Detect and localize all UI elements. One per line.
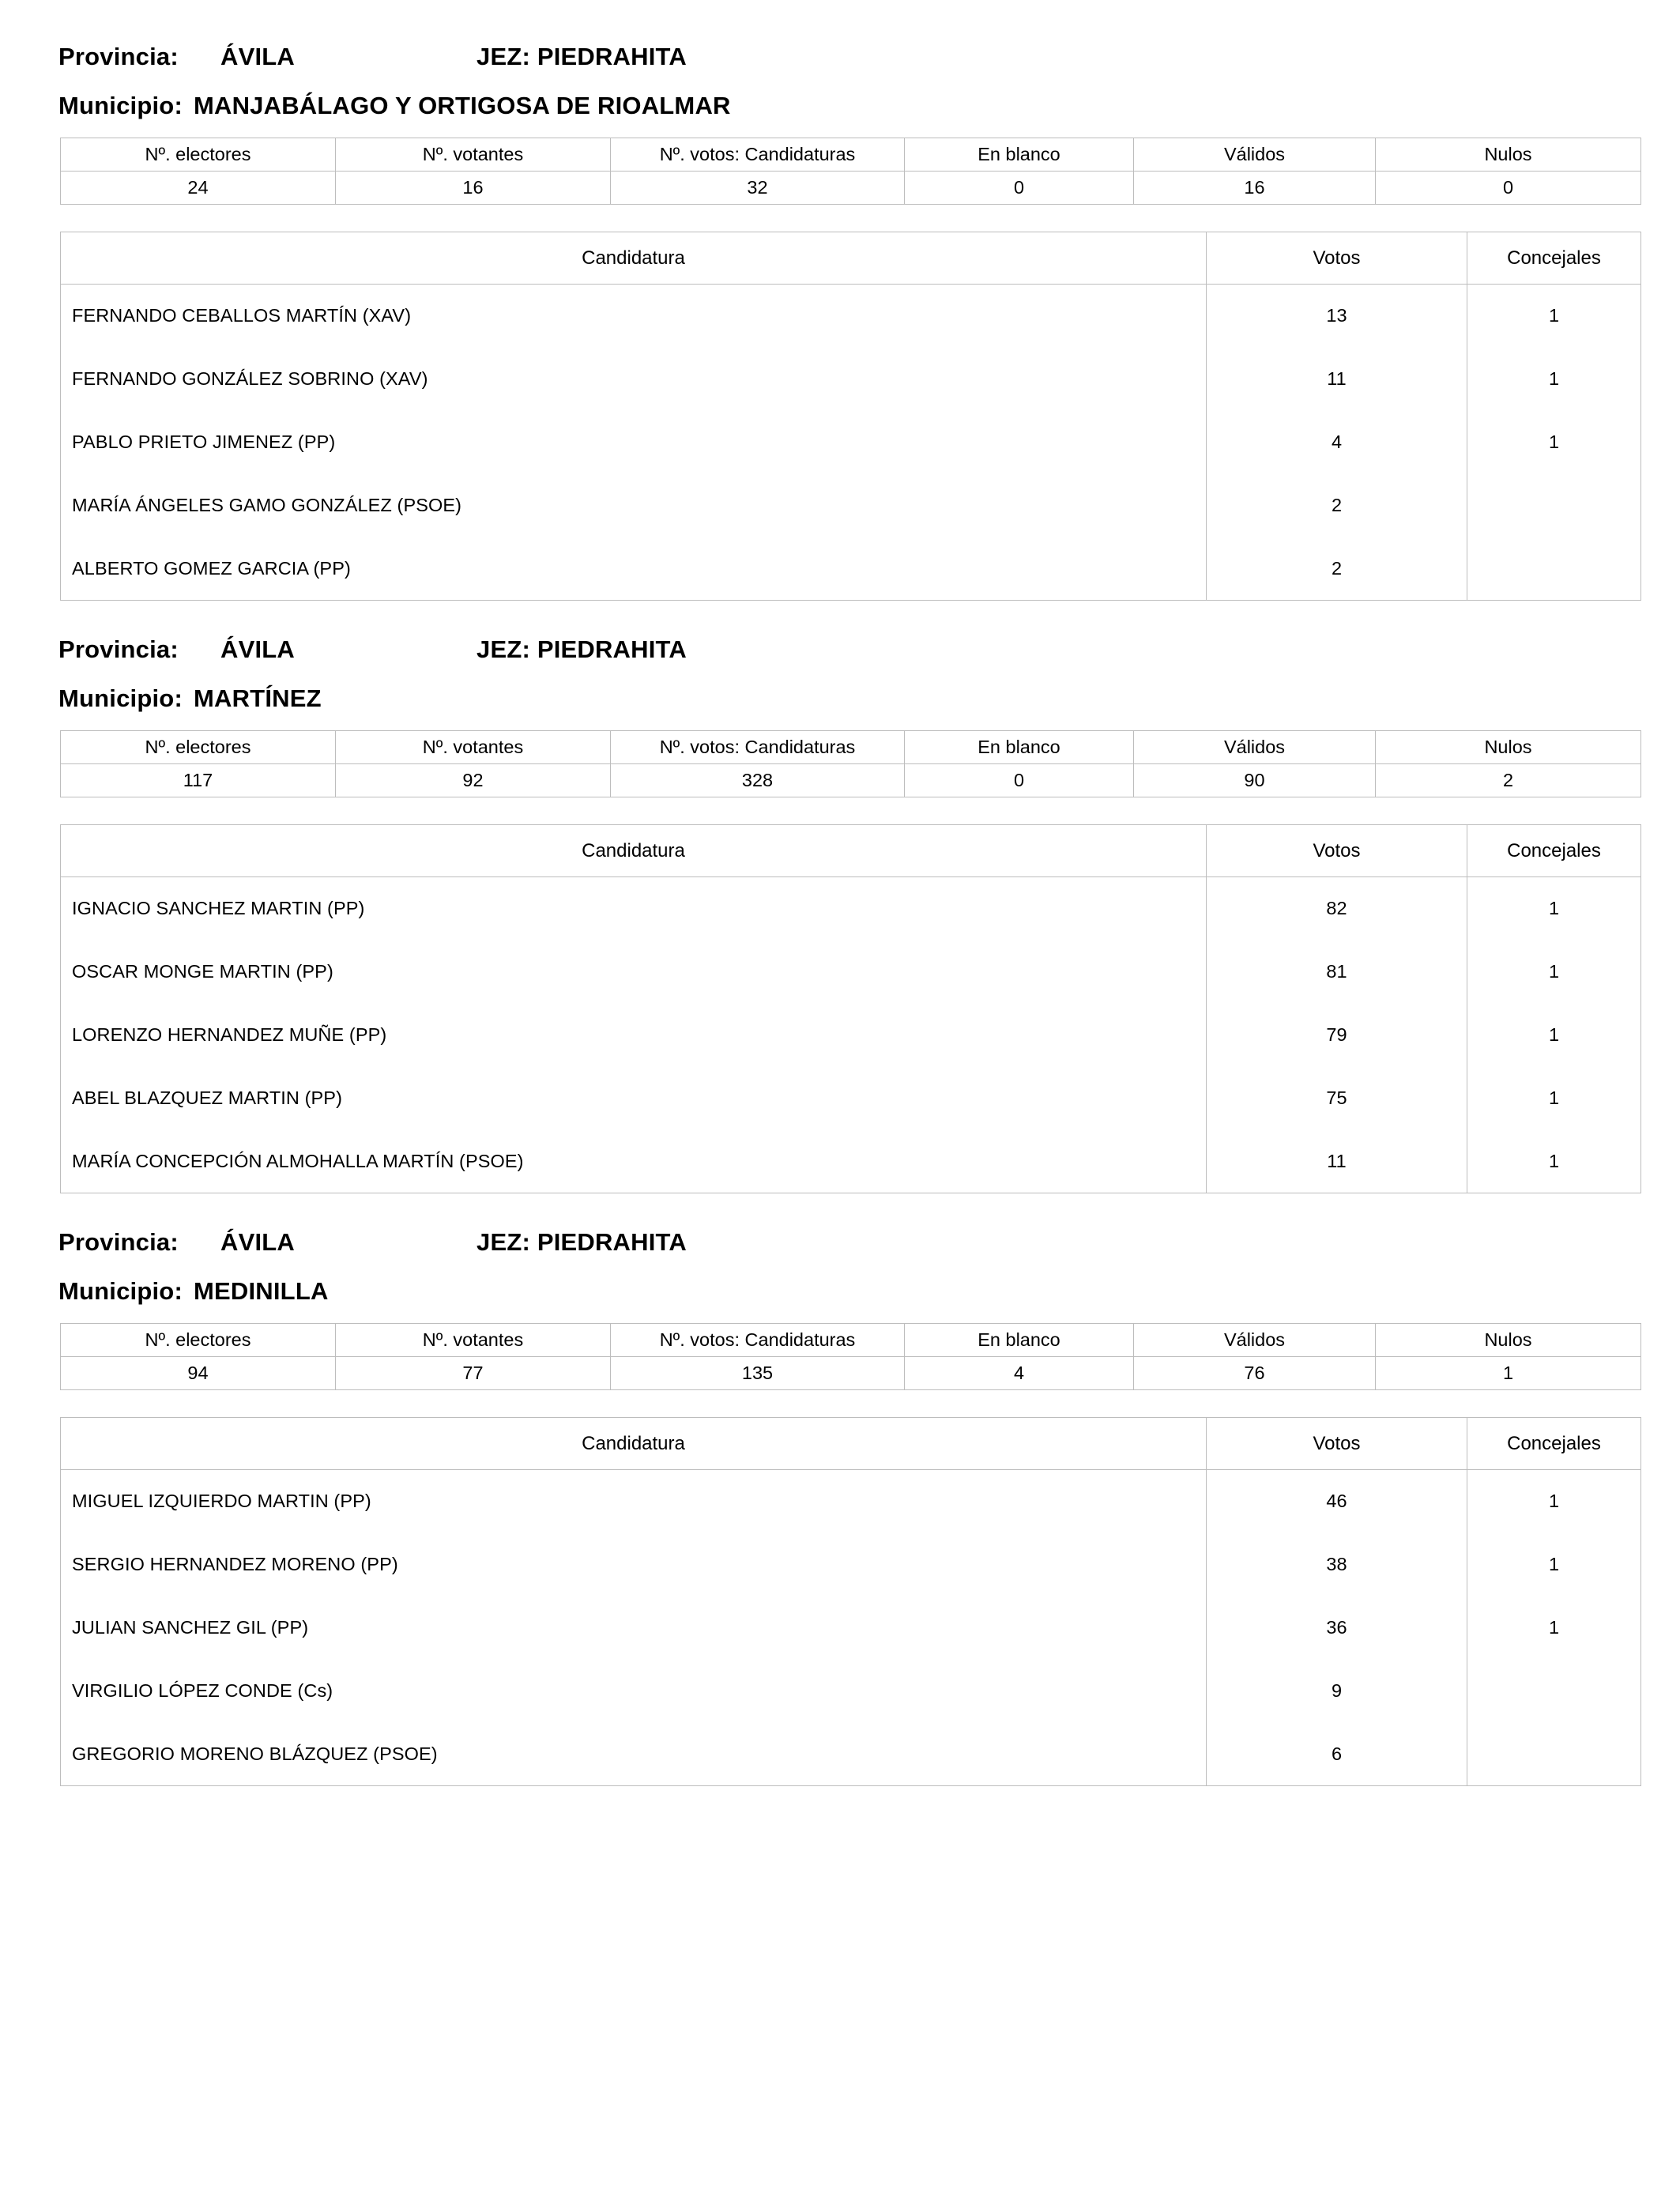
table-row bbox=[61, 348, 1641, 411]
summary-header-nulos: Nulos bbox=[1376, 1324, 1641, 1357]
table-row bbox=[61, 764, 1641, 797]
table-row bbox=[61, 1533, 1641, 1596]
candidate-name: SERGIO HERNANDEZ MORENO (PP) bbox=[61, 1533, 1207, 1596]
municipality-value: MEDINILLA bbox=[193, 1277, 329, 1305]
jez-label: JEZ: bbox=[477, 43, 530, 70]
candidate-councillors bbox=[1467, 537, 1641, 601]
candidate-name: ABEL BLAZQUEZ MARTIN (PP) bbox=[61, 1067, 1207, 1130]
candidate-councillors: 1 bbox=[1467, 285, 1641, 348]
candidate-votes: 46 bbox=[1207, 1470, 1467, 1533]
summary-header-en-blanco: En blanco bbox=[905, 1324, 1134, 1357]
summary-header-votantes: Nº. votantes bbox=[336, 731, 611, 764]
candidatures-table bbox=[60, 1417, 1641, 1786]
candidate-name: MIGUEL IZQUIERDO MARTIN (PP) bbox=[61, 1470, 1207, 1533]
candidatures-table bbox=[60, 232, 1641, 601]
summary-value-electores: 24 bbox=[61, 172, 336, 205]
table-row bbox=[61, 411, 1641, 474]
candidate-councillors: 1 bbox=[1467, 1533, 1641, 1596]
table-row bbox=[61, 1470, 1641, 1533]
table-row bbox=[61, 1418, 1641, 1470]
candidate-votes: 2 bbox=[1207, 537, 1467, 601]
summary-value-en-blanco: 0 bbox=[905, 764, 1134, 797]
table-row bbox=[61, 877, 1641, 941]
province-label: Provincia: bbox=[58, 43, 179, 70]
candidate-councillors bbox=[1467, 474, 1641, 537]
summary-value-votos-candidaturas: 32 bbox=[611, 172, 905, 205]
summary-value-nulos: 0 bbox=[1376, 172, 1641, 205]
summary-value-votantes: 92 bbox=[336, 764, 611, 797]
summary-header-votos-candidaturas: Nº. votos: Candidaturas bbox=[611, 138, 905, 172]
votes-column-header: Votos bbox=[1207, 232, 1467, 285]
candidate-name: MARÍA CONCEPCIÓN ALMOHALLA MARTÍN (PSOE) bbox=[61, 1130, 1207, 1193]
municipality-block bbox=[49, 43, 1631, 601]
candidate-name: FERNANDO CEBALLOS MARTÍN (XAV) bbox=[61, 285, 1207, 348]
candidate-name: VIRGILIO LÓPEZ CONDE (Cs) bbox=[61, 1660, 1207, 1723]
table-row bbox=[61, 138, 1641, 172]
table-row bbox=[61, 941, 1641, 1004]
candidate-councillors: 1 bbox=[1467, 877, 1641, 941]
candidate-councillors: 1 bbox=[1467, 1470, 1641, 1533]
province-label: Provincia: bbox=[58, 635, 179, 663]
candidate-name: LORENZO HERNANDEZ MUÑE (PP) bbox=[61, 1004, 1207, 1067]
councillors-column-header: Concejales bbox=[1467, 825, 1641, 877]
table-row bbox=[61, 825, 1641, 877]
jez-header bbox=[477, 43, 687, 71]
summary-header-validos: Válidos bbox=[1134, 731, 1376, 764]
councillors-column-header: Concejales bbox=[1467, 1418, 1641, 1470]
summary-header-votantes: Nº. votantes bbox=[336, 1324, 611, 1357]
summary-header-electores: Nº. electores bbox=[61, 138, 336, 172]
municipality-block bbox=[49, 635, 1631, 1193]
candidate-name: IGNACIO SANCHEZ MARTIN (PP) bbox=[61, 877, 1207, 941]
table-row bbox=[61, 1596, 1641, 1660]
province-header bbox=[49, 635, 1631, 664]
table-row bbox=[61, 1357, 1641, 1390]
candidate-name: MARÍA ÁNGELES GAMO GONZÁLEZ (PSOE) bbox=[61, 474, 1207, 537]
candidate-councillors: 1 bbox=[1467, 1130, 1641, 1193]
table-row bbox=[61, 1660, 1641, 1723]
jez-header bbox=[477, 635, 687, 664]
jez-label: JEZ: bbox=[477, 635, 530, 663]
summary-header-electores: Nº. electores bbox=[61, 1324, 336, 1357]
table-row bbox=[61, 172, 1641, 205]
candidate-votes: 38 bbox=[1207, 1533, 1467, 1596]
table-row bbox=[61, 1130, 1641, 1193]
candidate-votes: 81 bbox=[1207, 941, 1467, 1004]
summary-value-validos: 16 bbox=[1134, 172, 1376, 205]
votes-column-header: Votos bbox=[1207, 825, 1467, 877]
summary-header-votos-candidaturas: Nº. votos: Candidaturas bbox=[611, 731, 905, 764]
candidate-name: PABLO PRIETO JIMENEZ (PP) bbox=[61, 411, 1207, 474]
candidature-column-header: Candidatura bbox=[61, 825, 1207, 877]
municipality-label: Municipio: bbox=[58, 92, 183, 119]
candidate-councillors: 1 bbox=[1467, 411, 1641, 474]
summary-header-en-blanco: En blanco bbox=[905, 138, 1134, 172]
summary-value-electores: 94 bbox=[61, 1357, 336, 1390]
candidate-votes: 82 bbox=[1207, 877, 1467, 941]
candidate-councillors: 1 bbox=[1467, 1004, 1641, 1067]
table-row bbox=[61, 1324, 1641, 1357]
summary-header-electores: Nº. electores bbox=[61, 731, 336, 764]
summary-value-en-blanco: 0 bbox=[905, 172, 1134, 205]
candidature-column-header: Candidatura bbox=[61, 232, 1207, 285]
summary-value-votantes: 16 bbox=[336, 172, 611, 205]
municipality-value: MANJABÁLAGO Y ORTIGOSA DE RIOALMAR bbox=[193, 92, 731, 119]
jez-value: PIEDRAHITA bbox=[537, 1228, 687, 1256]
municipality-value: MARTÍNEZ bbox=[193, 684, 322, 712]
jez-header bbox=[477, 1228, 687, 1257]
province-label: Provincia: bbox=[58, 1228, 179, 1256]
summary-header-en-blanco: En blanco bbox=[905, 731, 1134, 764]
table-row bbox=[61, 1723, 1641, 1786]
table-row bbox=[61, 232, 1641, 285]
jez-label: JEZ: bbox=[477, 1228, 530, 1256]
summary-header-nulos: Nulos bbox=[1376, 138, 1641, 172]
candidate-councillors: 1 bbox=[1467, 1596, 1641, 1660]
candidate-councillors bbox=[1467, 1660, 1641, 1723]
candidate-name: GREGORIO MORENO BLÁZQUEZ (PSOE) bbox=[61, 1723, 1207, 1786]
candidate-councillors bbox=[1467, 1723, 1641, 1786]
candidate-votes: 9 bbox=[1207, 1660, 1467, 1723]
candidate-councillors: 1 bbox=[1467, 348, 1641, 411]
municipality-label: Municipio: bbox=[58, 684, 183, 712]
candidate-votes: 79 bbox=[1207, 1004, 1467, 1067]
candidate-votes: 36 bbox=[1207, 1596, 1467, 1660]
table-row bbox=[61, 1067, 1641, 1130]
municipality-header bbox=[49, 1277, 1631, 1306]
summary-value-votos-candidaturas: 135 bbox=[611, 1357, 905, 1390]
summary-value-validos: 76 bbox=[1134, 1357, 1376, 1390]
municipality-label: Municipio: bbox=[58, 1277, 183, 1305]
candidate-name: JULIAN SANCHEZ GIL (PP) bbox=[61, 1596, 1207, 1660]
summary-value-nulos: 2 bbox=[1376, 764, 1641, 797]
province-header bbox=[49, 1228, 1631, 1257]
jez-value: PIEDRAHITA bbox=[537, 635, 687, 663]
summary-header-validos: Válidos bbox=[1134, 138, 1376, 172]
candidate-name: FERNANDO GONZÁLEZ SOBRINO (XAV) bbox=[61, 348, 1207, 411]
jez-value: PIEDRAHITA bbox=[537, 43, 687, 70]
candidate-councillors: 1 bbox=[1467, 1067, 1641, 1130]
summary-value-validos: 90 bbox=[1134, 764, 1376, 797]
summary-value-electores: 117 bbox=[61, 764, 336, 797]
summary-value-nulos: 1 bbox=[1376, 1357, 1641, 1390]
summary-header-votantes: Nº. votantes bbox=[336, 138, 611, 172]
table-row bbox=[61, 474, 1641, 537]
candidate-votes: 6 bbox=[1207, 1723, 1467, 1786]
municipality-block bbox=[49, 1228, 1631, 1786]
candidate-votes: 11 bbox=[1207, 348, 1467, 411]
candidate-votes: 13 bbox=[1207, 285, 1467, 348]
candidate-votes: 4 bbox=[1207, 411, 1467, 474]
table-row bbox=[61, 537, 1641, 601]
summary-header-nulos: Nulos bbox=[1376, 731, 1641, 764]
candidatures-table bbox=[60, 824, 1641, 1193]
candidate-votes: 75 bbox=[1207, 1067, 1467, 1130]
summary-table bbox=[60, 730, 1641, 797]
candidate-votes: 11 bbox=[1207, 1130, 1467, 1193]
province-value: ÁVILA bbox=[220, 43, 295, 70]
municipality-header bbox=[49, 92, 1631, 120]
summary-table bbox=[60, 138, 1641, 205]
summary-header-validos: Válidos bbox=[1134, 1324, 1376, 1357]
summary-value-votantes: 77 bbox=[336, 1357, 611, 1390]
summary-value-en-blanco: 4 bbox=[905, 1357, 1134, 1390]
table-row bbox=[61, 1004, 1641, 1067]
summary-value-votos-candidaturas: 328 bbox=[611, 764, 905, 797]
candidate-name: ALBERTO GOMEZ GARCIA (PP) bbox=[61, 537, 1207, 601]
candidate-votes: 2 bbox=[1207, 474, 1467, 537]
summary-header-votos-candidaturas: Nº. votos: Candidaturas bbox=[611, 1324, 905, 1357]
votes-column-header: Votos bbox=[1207, 1418, 1467, 1470]
province-header bbox=[49, 43, 1631, 71]
table-row bbox=[61, 731, 1641, 764]
candidature-column-header: Candidatura bbox=[61, 1418, 1207, 1470]
municipality-header bbox=[49, 684, 1631, 713]
candidate-councillors: 1 bbox=[1467, 941, 1641, 1004]
summary-table bbox=[60, 1323, 1641, 1390]
candidate-name: OSCAR MONGE MARTIN (PP) bbox=[61, 941, 1207, 1004]
province-value: ÁVILA bbox=[220, 635, 295, 663]
table-row bbox=[61, 285, 1641, 348]
province-value: ÁVILA bbox=[220, 1228, 295, 1256]
councillors-column-header: Concejales bbox=[1467, 232, 1641, 285]
